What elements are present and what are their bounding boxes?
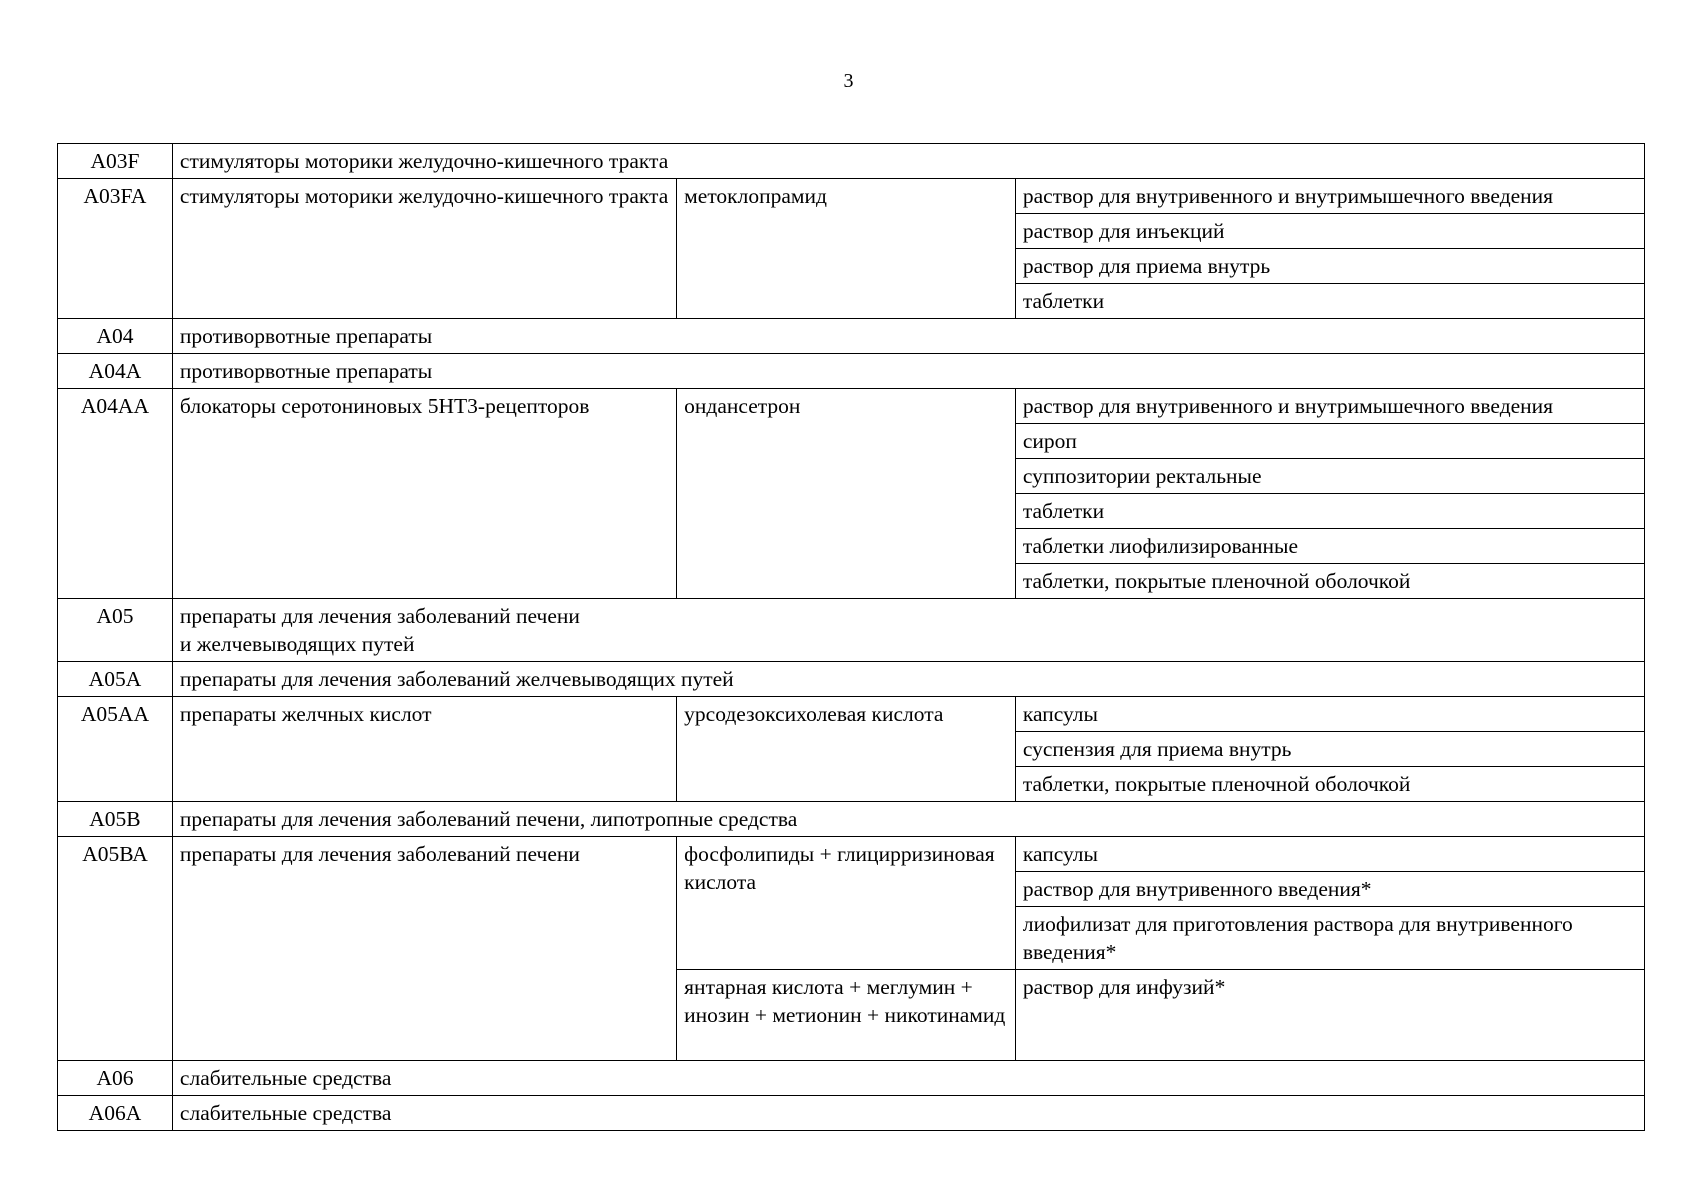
atc-code: А05А bbox=[58, 662, 173, 697]
table-row bbox=[58, 599, 1645, 662]
drug-classification-table bbox=[57, 143, 1645, 1131]
group-name: противорвотные препараты bbox=[172, 354, 1644, 389]
atc-code: А05В bbox=[58, 802, 173, 837]
dosage-form: лиофилизат для приготовления раствора для внутривенного введения* bbox=[1015, 907, 1644, 970]
atc-code: А05 bbox=[58, 599, 173, 662]
group-name: слабительные средства bbox=[172, 1096, 1644, 1131]
atc-code: А03F bbox=[58, 144, 173, 179]
group-name: препараты для лечения заболеваний желчевыводящих путей bbox=[172, 662, 1644, 697]
atc-code: А05ВА bbox=[58, 837, 173, 1061]
group-name-line: и желчевыводящих путей bbox=[179, 632, 415, 656]
group-name: препараты для лечения заболеваний печени bbox=[172, 837, 676, 1061]
group-name: стимуляторы моторики желудочно-кишечного тракта bbox=[172, 144, 1644, 179]
table-row bbox=[58, 837, 1645, 872]
drug-name: фосфолипиды + глицирризиновая кислота bbox=[677, 837, 1016, 970]
dosage-form: раствор для инфузий* bbox=[1015, 970, 1644, 1061]
dosage-form: раствор для внутривенного и внутримышечного введения bbox=[1015, 389, 1644, 424]
table-row bbox=[58, 389, 1645, 424]
dosage-form: суспензия для приема внутрь bbox=[1015, 732, 1644, 767]
atc-code: А03FA bbox=[58, 179, 173, 319]
table-row bbox=[58, 662, 1645, 697]
table-row bbox=[58, 697, 1645, 732]
dosage-form: сироп bbox=[1015, 424, 1644, 459]
group-name: препараты желчных кислот bbox=[172, 697, 676, 802]
group-name: препараты для лечения заболеваний печени, липотропные средства bbox=[172, 802, 1644, 837]
atc-code: А04 bbox=[58, 319, 173, 354]
dosage-form: таблетки лиофилизированные bbox=[1015, 529, 1644, 564]
atc-code: А06А bbox=[58, 1096, 173, 1131]
atc-code: А04А bbox=[58, 354, 173, 389]
table-row bbox=[58, 354, 1645, 389]
atc-code: А06 bbox=[58, 1061, 173, 1096]
dosage-form: суппозитории ректальные bbox=[1015, 459, 1644, 494]
dosage-form: таблетки bbox=[1015, 284, 1644, 319]
table-row bbox=[58, 179, 1645, 214]
dosage-form: капсулы bbox=[1015, 837, 1644, 872]
drug-name: янтарная кислота + меглумин + инозин + метионин + никотинамид bbox=[677, 970, 1016, 1061]
dosage-form: раствор для внутривенного введения* bbox=[1015, 872, 1644, 907]
group-name: блокаторы серотониновых 5HT3-рецепторов bbox=[172, 389, 676, 599]
table-row bbox=[58, 1096, 1645, 1131]
drug-name: метоклопрамид bbox=[677, 179, 1016, 319]
dosage-form: таблетки bbox=[1015, 494, 1644, 529]
table-row bbox=[58, 802, 1645, 837]
dosage-form: капсулы bbox=[1015, 697, 1644, 732]
table-row bbox=[58, 1061, 1645, 1096]
atc-code: А05АА bbox=[58, 697, 173, 802]
group-name bbox=[172, 599, 1644, 662]
group-name-line: препараты для лечения заболеваний печени bbox=[179, 604, 580, 628]
dosage-form: раствор для приема внутрь bbox=[1015, 249, 1644, 284]
page-number: 3 bbox=[843, 70, 854, 92]
dosage-form: таблетки, покрытые пленочной оболочкой bbox=[1015, 564, 1644, 599]
table-row bbox=[58, 319, 1645, 354]
dosage-form: раствор для инъекций bbox=[1015, 214, 1644, 249]
table-row bbox=[58, 144, 1645, 179]
group-name: слабительные средства bbox=[172, 1061, 1644, 1096]
group-name: стимуляторы моторики желудочно-кишечного тракта bbox=[172, 179, 676, 319]
drug-name: урсодезоксихолевая кислота bbox=[677, 697, 1016, 802]
drug-name: ондансетрон bbox=[677, 389, 1016, 599]
dosage-form: раствор для внутривенного и внутримышечного введения bbox=[1015, 179, 1644, 214]
dosage-form: таблетки, покрытые пленочной оболочкой bbox=[1015, 767, 1644, 802]
atc-code: А04АА bbox=[58, 389, 173, 599]
group-name: противорвотные препараты bbox=[172, 319, 1644, 354]
